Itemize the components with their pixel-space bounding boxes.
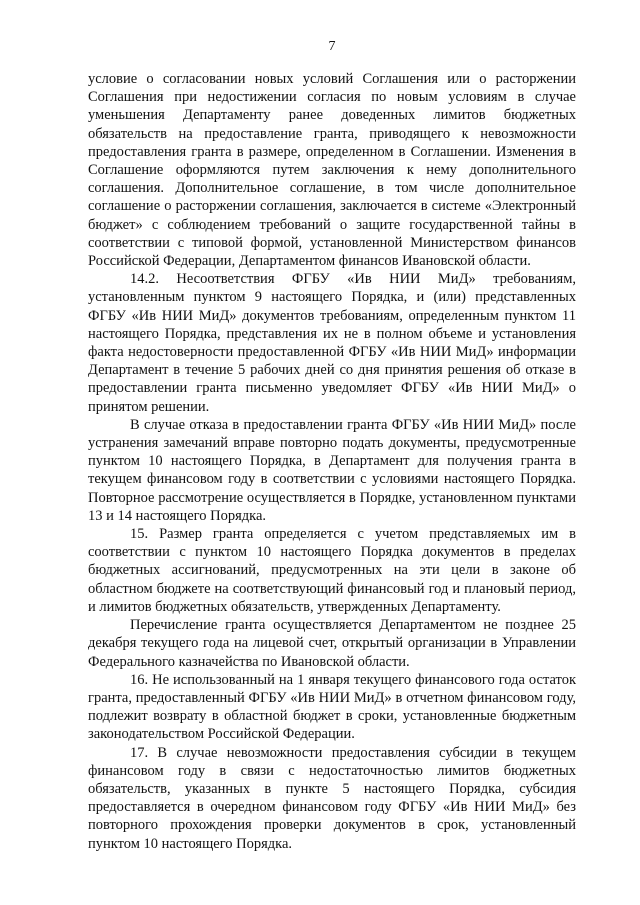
paragraph-16: 16. Не использованный на 1 января текущего финансового года остаток гранта, предоставленный ФГБУ «Ив НИИ МиД» в отчетном финансовом году, подлежит возврату в областной бюджет в сроки, установленные бюджетным законодательством Российской Федерации.	[88, 671, 576, 743]
paragraph-17: 17. В случае невозможности предоставления субсидии в текущем финансовом году в связи с недостаточностью лимитов бюджетных обязательств, указанных в пункте 5 настоящего Порядка, субсидия предоставляется в очередном финансовом году ФГБУ «Ив НИИ МиД» без повторного прохождения проверки документов в срок, установленный пунктом 10 настоящего Порядка.	[88, 744, 576, 852]
document-body	[88, 70, 576, 853]
page-number: 7	[328, 39, 336, 54]
paragraph-15: 15. Размер гранта определяется с учетом представляемых им в соответствии с пунктом 10 настоящего Порядка документов в пределах бюджетных ассигнований, предусмотренных на эти цели в законе об областном бюджете на соответствующий финансовый год и плановый период, и лимитов бюджетных обязательств, утвержденных Департаменту.	[88, 526, 576, 615]
paragraph-refusal-resubmission: В случае отказа в предоставлении гранта ФГБУ «Ив НИИ МиД» после устранения замечаний вправе повторно подать документы, предусмотренные пунктом 10 настоящего Порядка, в Департамент для получения гранта в текущем финансовом году в соответствии с условиями настоящего Порядка. Повторное рассмотрение осуществляется в Порядке, установленном пунктами 13 и 14 настоящего Порядка.	[88, 416, 576, 524]
paragraph-continuation: условие о согласовании новых условий Соглашения или о расторжении Соглашения при недостижении согласия по новым условиям в случае уменьшения Департаменту ранее доведенных лимитов бюджетных обязательств на предоставление гранта, приводящего к невозможности предоставления гранта в размере, определенном в Соглашении. Изменения в Соглашение оформляются путем заключения к нему дополнительного соглашения. Дополнительное соглашение, в том числе дополнительное соглашение о расторжении соглашения, заключается в системе «Электронный бюджет» с соблюдением требований о защите государственной тайны в соответствии с типовой формой, установленной Министерством финансов Российской Федерации, Департаментом финансов Ивановской области.	[88, 71, 576, 270]
paragraph-grant-transfer: Перечисление гранта осуществляется Департаментом не позднее 25 декабря текущего года на лицевой счет, открытый организации в Управлении Федерального казначейства по Ивановской области.	[88, 617, 576, 670]
paragraph-14-2: 14.2. Несоответствия ФГБУ «Ив НИИ МиД» требованиям, установленным пунктом 9 настоящего Порядка, и (или) представленных ФГБУ «Ив НИИ МиД» документов требованиям, определенным пунктом 11 настоящего Порядка, представления их не в полном объеме и установления факта недостоверности предоставленной ФГБУ «Ив НИИ МиД» информации Департамент в течение 5 рабочих дней со дня принятия решения об отказе в предоставлении гранта письменно уведомляет ФГБУ «Ив НИИ МиД» о принятом решении.	[88, 271, 576, 415]
